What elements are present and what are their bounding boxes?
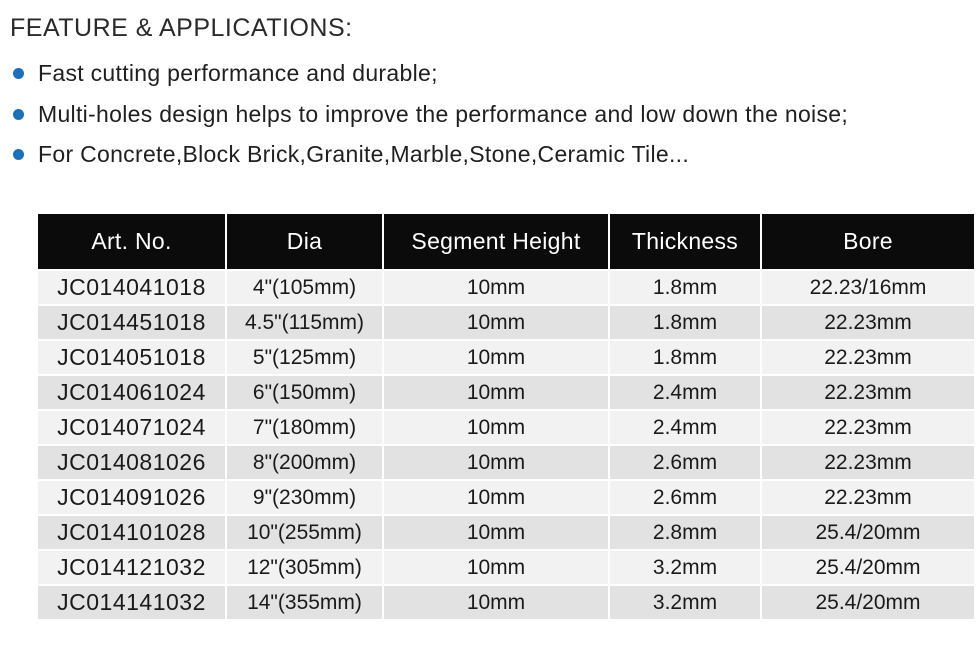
bore-cell: 25.4/20mm <box>761 585 974 619</box>
art-no-cell: JC014091026 <box>38 480 226 515</box>
bore-cell: 22.23mm <box>761 375 974 410</box>
segment-height-cell: 10mm <box>383 305 609 340</box>
column-header-segment-height: Segment Height <box>383 214 609 270</box>
spec-table <box>38 214 974 619</box>
dia-cell: 4"(105mm) <box>226 270 383 305</box>
segment-height-cell: 10mm <box>383 270 609 305</box>
thickness-cell: 1.8mm <box>609 305 761 340</box>
art-no-cell: JC014101028 <box>38 515 226 550</box>
feature-item <box>10 101 878 127</box>
bullet-icon <box>13 68 24 79</box>
bore-cell: 22.23mm <box>761 445 974 480</box>
art-no-cell: JC014061024 <box>38 375 226 410</box>
table-row <box>38 445 974 480</box>
table-row <box>38 550 974 585</box>
dia-cell: 8"(200mm) <box>226 445 383 480</box>
dia-cell: 14"(355mm) <box>226 585 383 619</box>
bore-cell: 22.23mm <box>761 305 974 340</box>
segment-height-cell: 10mm <box>383 410 609 445</box>
thickness-cell: 1.8mm <box>609 340 761 375</box>
table-row <box>38 515 974 550</box>
dia-cell: 10"(255mm) <box>226 515 383 550</box>
thickness-cell: 2.6mm <box>609 480 761 515</box>
dia-cell: 12"(305mm) <box>226 550 383 585</box>
segment-height-cell: 10mm <box>383 445 609 480</box>
art-no-cell: JC014451018 <box>38 305 226 340</box>
art-no-cell: JC014081026 <box>38 445 226 480</box>
bore-cell: 22.23mm <box>761 340 974 375</box>
feature-list <box>10 60 910 167</box>
table-row <box>38 305 974 340</box>
table-row <box>38 480 974 515</box>
bullet-icon <box>13 109 24 120</box>
thickness-cell: 2.6mm <box>609 445 761 480</box>
bore-cell: 22.23mm <box>761 480 974 515</box>
feature-text: For Concrete,Block Brick,Granite,Marble,Stone,Ceramic Tile... <box>38 141 690 167</box>
feature-text: Fast cutting performance and durable; <box>38 60 438 86</box>
dia-cell: 4.5"(115mm) <box>226 305 383 340</box>
bullet-icon <box>13 149 24 160</box>
bore-cell: 22.23/16mm <box>761 270 974 305</box>
thickness-cell: 2.4mm <box>609 410 761 445</box>
art-no-cell: JC014141032 <box>38 585 226 619</box>
dia-cell: 7"(180mm) <box>226 410 383 445</box>
thickness-cell: 3.2mm <box>609 550 761 585</box>
column-header-art-no: Art. No. <box>38 214 226 270</box>
table-row <box>38 410 974 445</box>
column-header-dia: Dia <box>226 214 383 270</box>
page-title: FEATURE & APPLICATIONS: <box>10 14 353 42</box>
table-row <box>38 585 974 619</box>
art-no-cell: JC014071024 <box>38 410 226 445</box>
feature-item <box>10 141 910 167</box>
feature-item <box>10 60 910 86</box>
table-row <box>38 270 974 305</box>
column-header-thickness: Thickness <box>609 214 761 270</box>
bore-cell: 25.4/20mm <box>761 515 974 550</box>
segment-height-cell: 10mm <box>383 480 609 515</box>
thickness-cell: 1.8mm <box>609 270 761 305</box>
segment-height-cell: 10mm <box>383 550 609 585</box>
thickness-cell: 2.8mm <box>609 515 761 550</box>
segment-height-cell: 10mm <box>383 375 609 410</box>
bore-cell: 25.4/20mm <box>761 550 974 585</box>
dia-cell: 6"(150mm) <box>226 375 383 410</box>
thickness-cell: 3.2mm <box>609 585 761 619</box>
feature-text: Multi-holes design helps to improve the performance and low down the noise; <box>38 101 849 127</box>
table-header-row <box>38 214 974 270</box>
column-header-bore: Bore <box>761 214 974 270</box>
bore-cell: 22.23mm <box>761 410 974 445</box>
table-row <box>38 340 974 375</box>
segment-height-cell: 10mm <box>383 515 609 550</box>
dia-cell: 5"(125mm) <box>226 340 383 375</box>
art-no-cell: JC014051018 <box>38 340 226 375</box>
thickness-cell: 2.4mm <box>609 375 761 410</box>
segment-height-cell: 10mm <box>383 340 609 375</box>
table-row <box>38 375 974 410</box>
dia-cell: 9"(230mm) <box>226 480 383 515</box>
art-no-cell: JC014041018 <box>38 270 226 305</box>
segment-height-cell: 10mm <box>383 585 609 619</box>
art-no-cell: JC014121032 <box>38 550 226 585</box>
